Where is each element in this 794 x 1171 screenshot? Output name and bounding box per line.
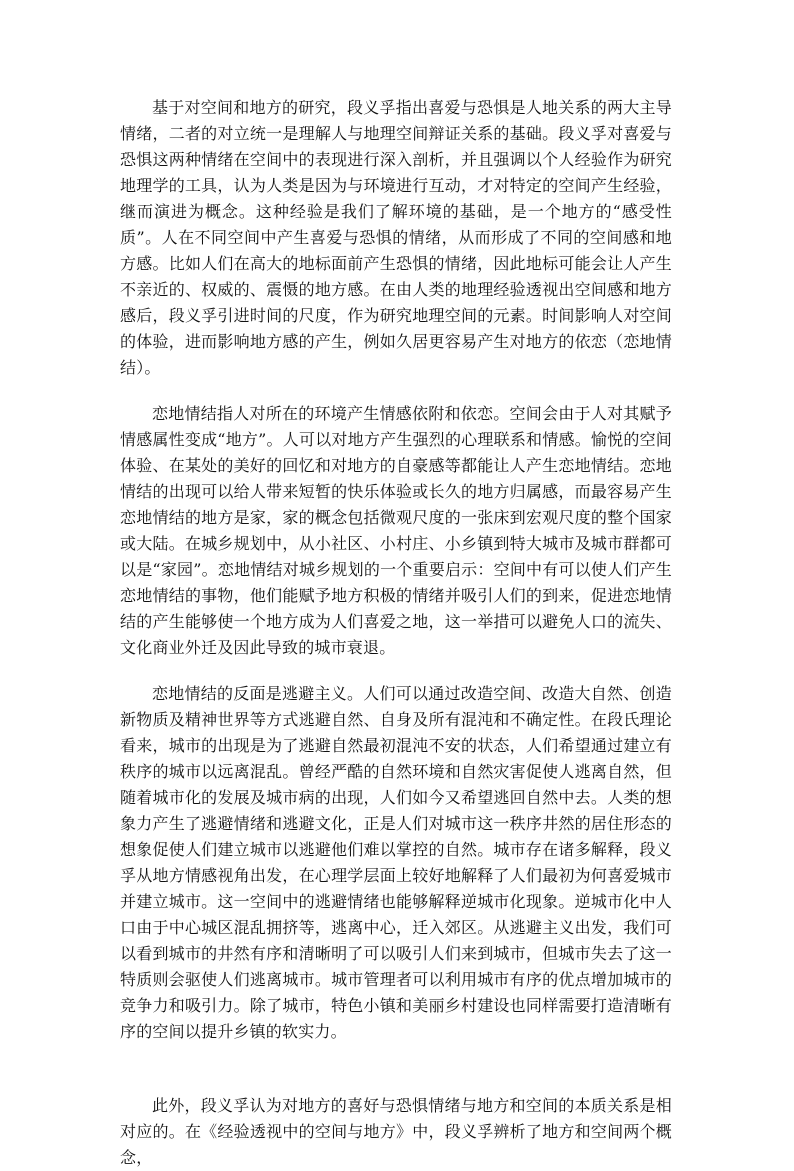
body-paragraph-2: 恋地情结指人对所在的环境产生情感依附和依恋。空间会由于人对其赋予情感属性变成“地方”。人可以对地方产生强烈的心理联系和情感。愉悦的空间体验、在某处的美好的回忆和对地方的自豪感等都能让人产生恋地情结。恋地情结的出现可以给人带来短暂的快乐体验或长久的地方归属感，而最容易产生恋地情结的地方是家，家的概念包括微观尺度的一张床到宏观尺度的整个国家或大陆。在城乡规划中，从小社区、小村庄、小乡镇到特大城市及城市群都可以是“家园”。恋地情结对城乡规划的一个重要启示：空间中有可以使人们产生恋地情结的事物，他们能赋予地方积极的情绪并吸引人们的到来，促进恋地情结的产生能够使一个地方成为人们喜爱之地，这一举措可以避免人口的流失、文化商业外迁及因此导致的城市衰退。 <box>120 404 672 657</box>
body-paragraph-4: 此外，段义孚认为对地方的喜好与恐惧情绪与地方和空间的本质关系是相对应的。在《经验透视中的空间与地方》中，段义孚辨析了地方和空间两个概念， <box>120 1096 672 1167</box>
document-page <box>120 95 672 1171</box>
body-paragraph-1: 基于对空间和地方的研究，段义孚指出喜爱与恐惧是人地关系的两大主导情绪，二者的对立统一是理解人与地理空间辩证关系的基础。段义孚对喜爱与恐惧这两种情绪在空间中的表现进行深入剖析，并且强调以个人经验作为研究地理学的工具，认为人类是因为与环境进行互动，才对特定的空间产生经验，继而演进为概念。这种经验是我们了解环境的基础，是一个地方的“感受性质”。人在不同空间中产生喜爱与恐惧的情绪，从而形成了不同的空间感和地方感。比如人们在高大的地标面前产生恐惧的情绪，因此地标可能会让人产生不亲近的、权威的、震慑的地方感。在由人类的地理经验透视出空间感和地方感后，段义孚引进时间的尺度，作为研究地理空间的元素。时间影响人对空间的体验，进而影响地方感的产生，例如久居更容易产生对地方的依恋（恋地情结）。 <box>120 98 672 377</box>
body-paragraph-3: 恋地情结的反面是逃避主义。人们可以通过改造空间、改造大自然、创造新物质及精神世界等方式逃避自然、自身及所有混沌和不确定性。在段氏理论看来，城市的出现是为了逃避自然最初混沌不安的状态，人们希望通过建立有秩序的城市以远离混乱。曾经严酷的自然环境和自然灾害促使人逃离自然，但随着城市化的发展及城市病的出现，人们如今又希望逃回自然中去。人类的想象力产生了逃避情绪和逃避文化，正是人们对城市这一秩序井然的居住形态的想象促使人们建立城市以逃避他们难以掌控的自然。城市存在诸多解释，段义孚从地方情感视角出发，在心理学层面上较好地解释了人们最初为何喜爱城市并建立城市。这一空间中的逃避情绪也能够解释逆城市化现象。逆城市化中人口由于中心城区混乱拥挤等，逃离中心，迁入郊区。从逃避主义出发，我们可以看到城市的井然有序和清晰明了可以吸引人们来到城市，但城市失去了这一特质则会驱使人们逃离城市。城市管理者可以利用城市有序的优点增加城市的竞争力和吸引力。除了城市，特色小镇和美丽乡村建设也同样需要打造清晰有序的空间以提升乡镇的软实力。 <box>120 684 672 1041</box>
